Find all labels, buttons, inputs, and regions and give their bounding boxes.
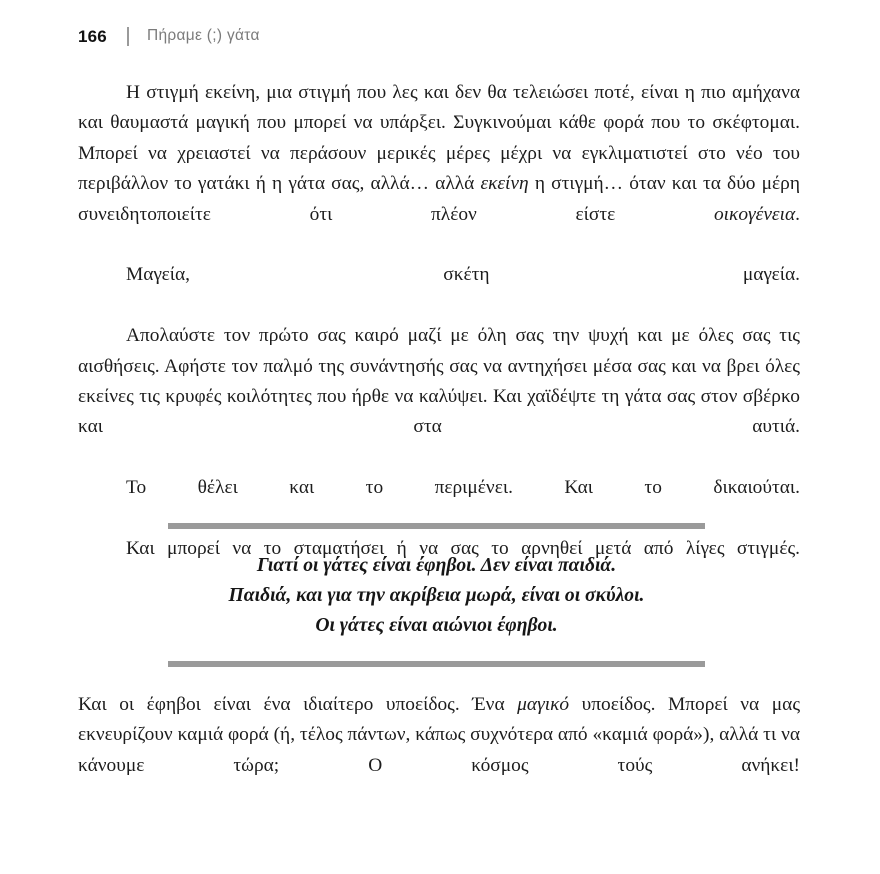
- text-run: Το θέλει και το περιμένει. Και το δικαιούται.: [126, 477, 800, 499]
- text-run: Απολαύστε τον πρώτο σας καιρό μαζί με όλη σας την ψυχή και με όλες σας τις αισθήσεις. Αφήστε τον παλμό της συνάντησής σας να αντηχήσει μέσα σας και να βρει όλες εκείνες τις κρυφές κοιλότητες που ήρθε να καλύψει. Και χαϊδέψτε τη γάτα σας στον σβέρκο και στα αυτιά.: [78, 325, 800, 438]
- emphasised-text: μαγικό: [517, 694, 570, 715]
- pull-quote-lines: [168, 529, 705, 661]
- text-run: Και μπορεί να το σταματήσει ή να σας το αρνηθεί μετά από λίγες στιγμές.: [126, 538, 800, 560]
- body-paragraph: [78, 78, 800, 260]
- pull-quote: [168, 523, 705, 667]
- running-title: Πήραμε (;) γάτα: [146, 27, 260, 45]
- pull-quote-line: Παιδιά, και για την ακρίβεια μωρά, είναι οι σκύλοι.: [228, 585, 645, 606]
- body-paragraph: [78, 321, 800, 473]
- pull-quote-line: Γιατί οι γάτες είναι έφηβοι. Δεν είναι παιδιά.: [256, 555, 617, 576]
- text-run: Και οι έφηβοι είναι ένα ιδιαίτερο υποείδος. Ένα: [78, 694, 518, 715]
- pull-quote-rule-bottom: [168, 661, 705, 667]
- pull-quote-line: Οι γάτες είναι αιώνιοι έφηβοι.: [315, 615, 558, 636]
- closing-paragraph-block: [78, 690, 800, 812]
- body-paragraph: [78, 260, 800, 321]
- emphasised-text: εκείνη: [480, 173, 529, 195]
- running-header: [78, 22, 802, 50]
- text-run: .: [795, 203, 800, 225]
- page-number: 166: [78, 26, 107, 46]
- body-text-block: [78, 78, 800, 595]
- emphasised-text: οικογένεια: [713, 203, 796, 225]
- header-divider: [127, 27, 129, 46]
- closing-paragraph: [78, 690, 800, 812]
- text-run: η στιγμή… όταν και τα δύο μέρη συνειδητοποιείτε ότι πλέον είστε: [78, 173, 800, 225]
- text-run: Η στιγμή εκείνη, μια στιγμή που λες και δεν θα τελειώσει ποτέ, είναι η πιο αμήχανα και θαυμαστά μαγική που μπορεί να υπάρξει. Συγκινούμαι κάθε φορά που το σκέφτομαι. Μπορεί να χρειαστεί να περάσουν μερικές μέρες μέχρι να εγκλιματιστεί στο νέο του περιβάλλον το γατάκι ή η γάτα σας, αλλά… αλλά: [78, 82, 800, 195]
- text-run: Μαγεία, σκέτη μαγεία.: [126, 264, 800, 286]
- text-run: υποείδος. Μπορεί να μας εκνευρίζουν καμιά φορά (ή, τέλος πάντων, κάπως συχνότερα από «καμιά φορά»), αλλά τι να κάνουμε τώρα; Ο κόσμος τούς ανήκει!: [78, 694, 800, 776]
